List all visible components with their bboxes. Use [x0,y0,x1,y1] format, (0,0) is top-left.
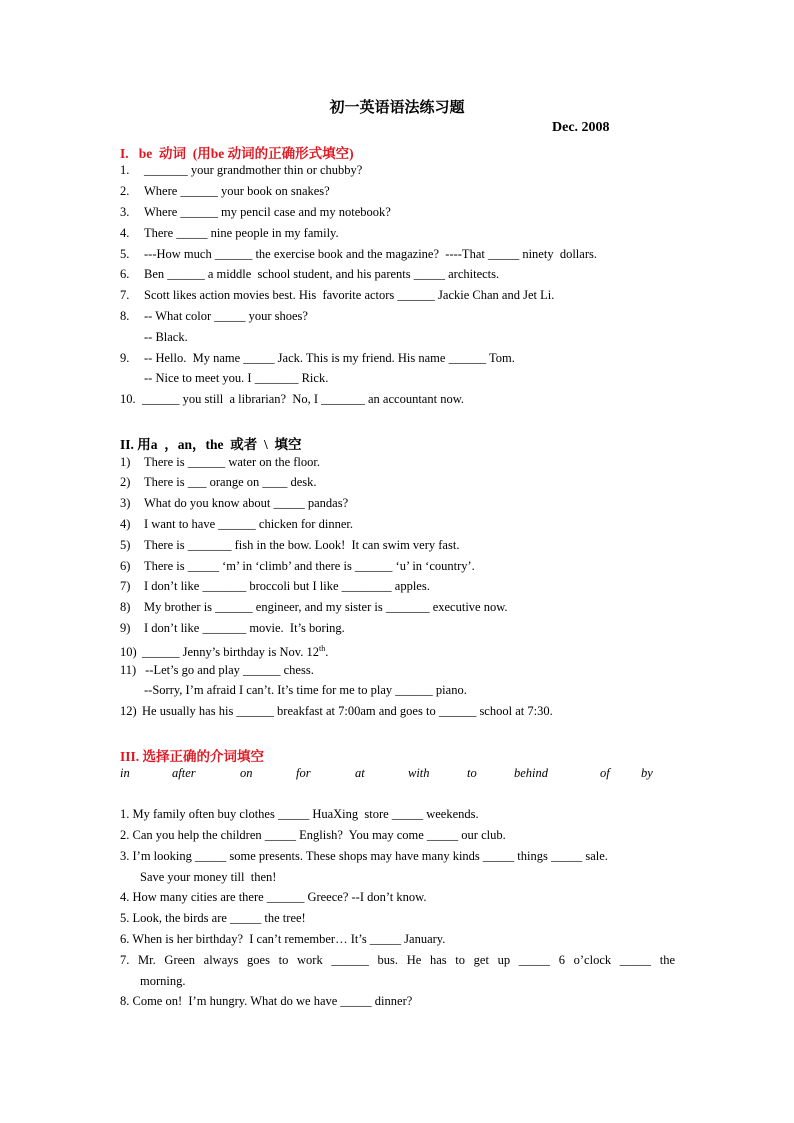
item-text: Ben ______ a middle school student, and his parents _____ architects. [144,267,500,281]
exercise-item: 7. Mr. Green always goes to work ______ bus. He has to get up _____ 6 o’clock _____ the [120,953,675,967]
exercise-item [120,474,317,490]
exercise-item [120,599,508,615]
preposition-option: with [408,766,430,780]
exercise-item [120,454,320,470]
item-text: I don’t like _______ movie. It’s boring. [144,621,345,635]
exercise-item [120,246,597,262]
exercise-item [120,537,459,553]
item-text: -- What color _____ your shoes? [144,309,308,323]
item-number: 3) [120,496,131,510]
exercise-item [120,391,464,407]
exercise-item: 8. Come on! I’m hungry. What do we have _____ dinner? [120,994,413,1008]
item-text: _______ your grandmother thin or chubby? [144,163,363,177]
item-text: I want to have ______ chicken for dinner. [144,517,353,531]
item-text: -- Nice to meet you. I _______ Rick. [144,371,329,385]
exercise-item: 2. Can you help the children _____ English? You may come _____ our club. [120,828,506,842]
item-text: -- Black. [144,330,188,344]
item-text: There is _______ fish in the bow. Look! It can swim very fast. [144,538,460,552]
exercise-item: Save your money till then! [140,870,277,884]
preposition-option: on [240,766,253,780]
exercise-item [120,495,348,511]
item-number: 9) [120,621,131,635]
ordinal-suffix: th [318,644,326,653]
item-text: -- Hello. My name _____ Jack. This is my friend. His name ______ Tom. [144,351,515,365]
item-text: There is ______ water on the floor. [144,455,320,469]
exercise-item [120,370,328,386]
preposition-option: behind [514,766,549,780]
exercise-item [120,578,430,594]
item-text: --Let’s go and play ______ chess. [142,663,314,677]
exercise-item [120,703,553,719]
exercise-item: 6. When is her birthday? I can’t remember… It’s _____ January. [120,932,446,946]
item-text: Where ______ my pencil case and my notebook? [144,205,391,219]
item-text: He usually has his ______ breakfast at 7:00am and goes to ______ school at 7:30. [142,704,553,718]
preposition-option: by [641,766,653,780]
item-number: 6) [120,559,131,573]
item-text: ______ Jenny’s birthday is Nov. 12 [142,645,319,660]
preposition-option: of [600,766,610,780]
item-number: 3. [120,205,130,219]
exercise-item [120,620,345,636]
item-text: Scott likes action movies best. His favorite actors ______ Jackie Chan and Jet Li. [144,288,555,302]
item-number: 8. [120,309,130,323]
item-number: 5) [120,538,131,552]
item-number: 7) [120,579,131,593]
exercise-item [120,225,339,241]
item-text: There is ___ orange on ____ desk. [144,475,317,489]
item-text: There _____ nine people in my family. [144,226,339,240]
date-label: Dec. 2008 [552,120,610,135]
item-number: 12) [120,704,137,718]
item-text: ---How much ______ the exercise book and the magazine? ----That _____ ninety dollars. [144,247,597,261]
section-1-heading: I. be 动词 (用be 动词的正确形式填空) [120,146,354,161]
item-number: 1. [120,163,130,177]
exercise-item [120,162,362,178]
item-number: 10) [120,645,137,660]
item-text: My brother is ______ engineer, and my sister is _______ executive now. [144,600,508,614]
exercise-item: morning. [140,974,186,988]
exercise-item [120,641,328,660]
item-number: 4. [120,226,130,240]
item-number: 7. [120,288,130,302]
page-title: 初一英语语法练习题 [329,100,465,116]
exercise-item [120,266,499,282]
exercise-item [120,350,515,366]
exercise-item [120,558,475,574]
item-number: 5. [120,247,130,261]
item-number: 9. [120,351,130,365]
item-text: Where ______ your book on snakes? [144,184,330,198]
item-number: 8) [120,600,131,614]
preposition-option: after [172,766,196,780]
item-number: 10. [120,392,136,406]
item-text: There is _____ ‘m’ in ‘climb’ and there is ______ ‘u’ in ‘country’. [144,559,475,573]
exercise-item [120,183,330,199]
item-number: 2. [120,184,130,198]
period: . [325,645,329,660]
exercise-item: 5. Look, the birds are _____ the tree! [120,911,306,925]
exercise-item [120,204,391,220]
item-number: 2) [120,475,131,489]
exercise-item: 4. How many cities are there ______ Greece? --I don’t know. [120,890,427,904]
item-text: What do you know about _____ pandas? [144,496,349,510]
section-3-heading: III. 选择正确的介词填空 [120,749,265,764]
exercise-item [120,308,308,324]
item-number: 6. [120,267,130,281]
item-text: I don’t like _______ broccoli but I like ________ apples. [144,579,430,593]
exercise-item: 3. I’m looking _____ some presents. These shops may have many kinds _____ things _____ sale. [120,849,608,863]
item-number: 11) [120,663,137,677]
preposition-option: for [296,766,311,780]
exercise-item [120,287,554,303]
preposition-option: in [120,766,130,780]
exercise-item [120,682,467,698]
item-number: 4) [120,517,131,531]
exercise-item: 1. My family often buy clothes _____ HuaXing store _____ weekends. [120,807,479,821]
item-text: --Sorry, I’m afraid I can’t. It’s time for me to play ______ piano. [144,683,467,697]
item-number: 1) [120,455,131,469]
exercise-item [120,329,188,345]
preposition-option: to [467,766,477,780]
exercise-item [120,516,353,532]
item-text: ______ you still a librarian? No, I _______ an accountant now. [142,392,465,406]
preposition-option: at [355,766,365,780]
section-2-heading: II. 用a ，an，the 或者 \ 填空 [120,437,302,452]
exercise-item [120,662,314,678]
